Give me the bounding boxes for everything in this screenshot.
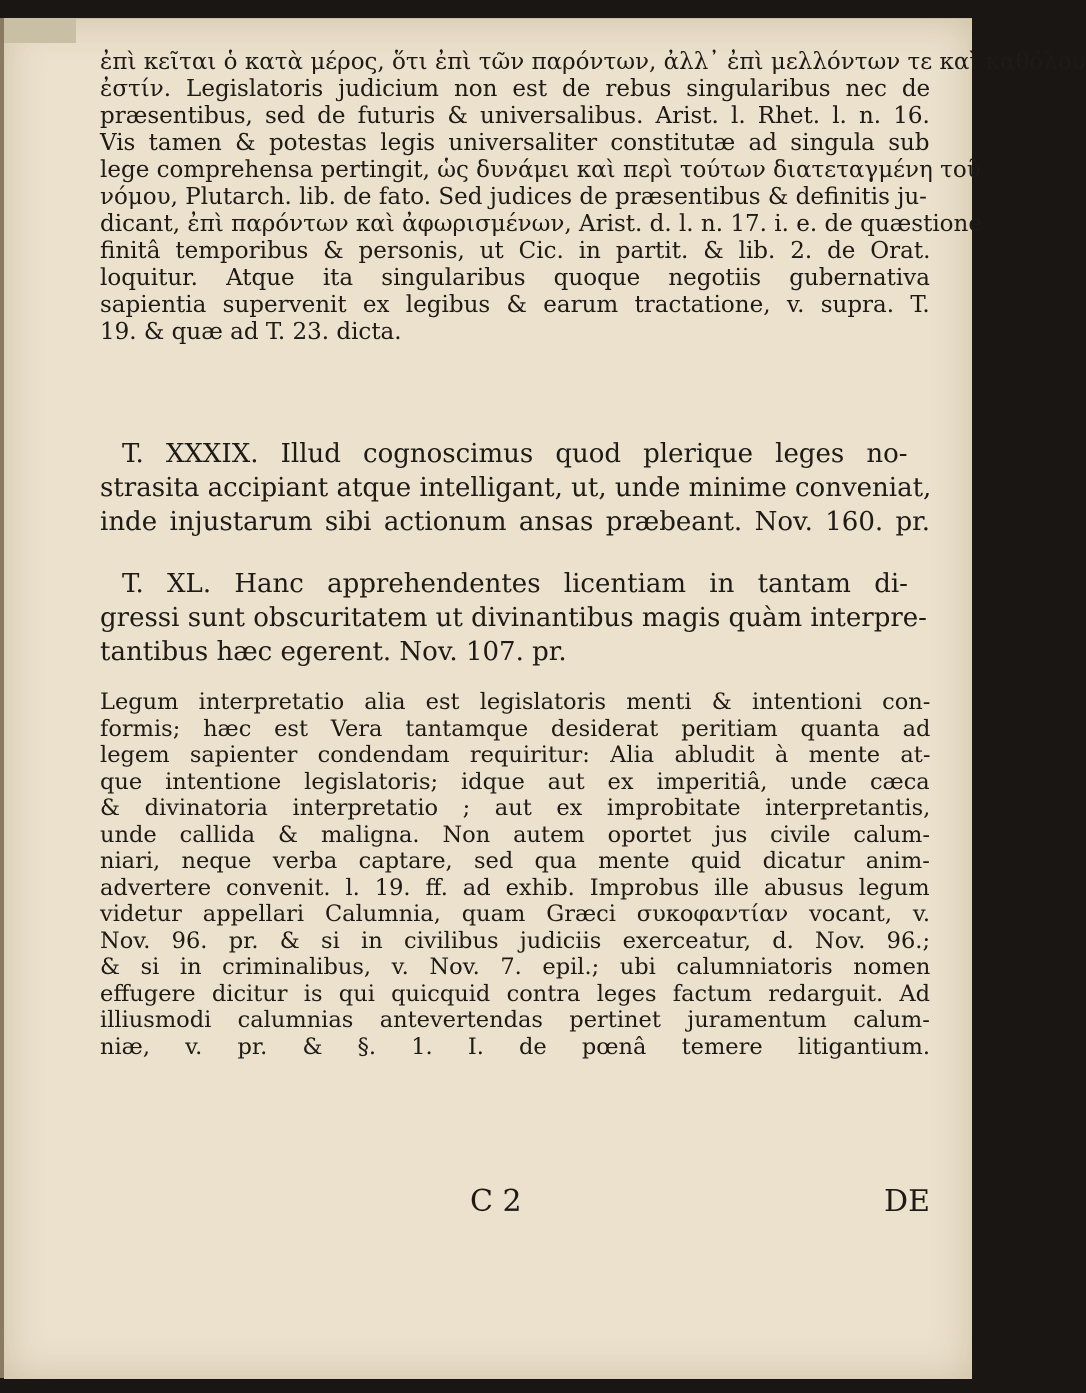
text-line: dicant, ἐπὶ παρόντων καὶ ἀφωρισμένων, Arist. d. l. n. 17. i. e. de quæstione [100,211,982,237]
title-40-paragraph [100,567,930,669]
text-line: & divinatoria interpretatio ; aut ex improbitate interpretantis, [100,795,931,821]
text-line: Legum interpretatio alia est legislatoris menti & intentioni con- [100,689,931,715]
text-line: loquitur. Atque ita singularibus quoque negotiis gubernativa [100,265,930,291]
text-line: sapientia supervenit ex legibus & earum tractatione, v. supra. T. [100,292,930,318]
title-39-paragraph [100,437,930,539]
text-line: unde callida & maligna. Non autem oportet jus civile calum- [100,821,930,848]
text-line: illiusmodi calumnias antevertendas pertinet juramentum calum- [100,1007,930,1033]
text-line: effugere dicitur is qui quicquid contra leges factum redarguit. Ad [100,980,931,1007]
commentary-block-1 [100,49,1086,346]
text-line: νόμου, Plutarch. lib. de fato. Sed judices de præsentibus & definitis ju- [100,184,927,210]
text-line: T. XXXIX. Illud cognoscimus quod plerique leges no- [122,439,908,469]
text-line: T. XL. Hanc apprehendentes licentiam in tantam di- [122,569,908,599]
text-line: 19. & quæ ad T. 23. dicta. [100,319,402,345]
text-line: ἐστίν. Legislatoris judicium non est de rebus singularibus nec de [100,76,931,102]
text-line: lege comprehensa pertingit, ὡς δυνάμει καὶ περὶ τούτων διατεταγμένη τοῦ [100,157,981,183]
text-line: inde injustarum sibi actionum ansas præbeant. Nov. 160. pr. [100,507,931,537]
text-line: ἐπὶ κεῖται ὁ κατὰ μέρος, ὅτι ἐπὶ τῶν παρόντων, ἀλλ᾽ ἐπὶ μελλόντων τε καὶ καθόλου [100,49,1086,75]
text-line: tantibus hæc egerent. Nov. 107. pr. [100,637,567,667]
text-line: advertere convenit. l. 19. ff. ad exhib. Improbus ille abusus legum [100,874,930,901]
text-line: præsentibus, sed de futuris & universalibus. Arist. l. Rhet. l. n. 16. [100,103,930,129]
text-line: legem sapienter condendam requiritur: Alia abludit à mente at- [100,742,931,768]
text-line: videtur appellari Calumnia, quam Græci συκοφαντίαν vocant, v. [100,901,931,927]
text-line: gressi sunt obscuritatem ut divinantibus magis quàm interpre- [100,603,927,633]
catchword: DE [884,1184,930,1219]
text-line: que intentione legislatoris; idque aut ex imperitiâ, unde cæca [100,768,930,795]
text-line: niari, neque verba captare, sed qua mente quid dicatur anim- [100,848,930,874]
page-tab [4,19,76,43]
text-line: formis; hæc est Vera tantamque desiderat peritiam quanta ad [100,715,931,742]
page-footer [100,1184,930,1224]
text-line: finitâ temporibus & personis, ut Cic. in partit. & lib. 2. de Orat. [100,238,931,264]
text-line: niæ, v. pr. & §. 1. I. de pœnâ temere litigantium. [100,1033,930,1060]
commentary-block-2 [100,689,930,1060]
text-line: Nov. 96. pr. & si in civilibus judiciis exerceatur, d. Nov. 96.; [100,927,931,954]
text-line: Vis tamen & potestas legis universaliter constitutæ ad singula sub [100,130,930,156]
text-line: & si in criminalibus, v. Nov. 7. epil.; ubi calumniatoris nomen [100,954,931,980]
text-line: strasita accipiant atque intelligant, ut, unde minime conveniat, [100,473,932,503]
signature-mark: C 2 [470,1184,522,1219]
book-page [4,18,1086,1379]
